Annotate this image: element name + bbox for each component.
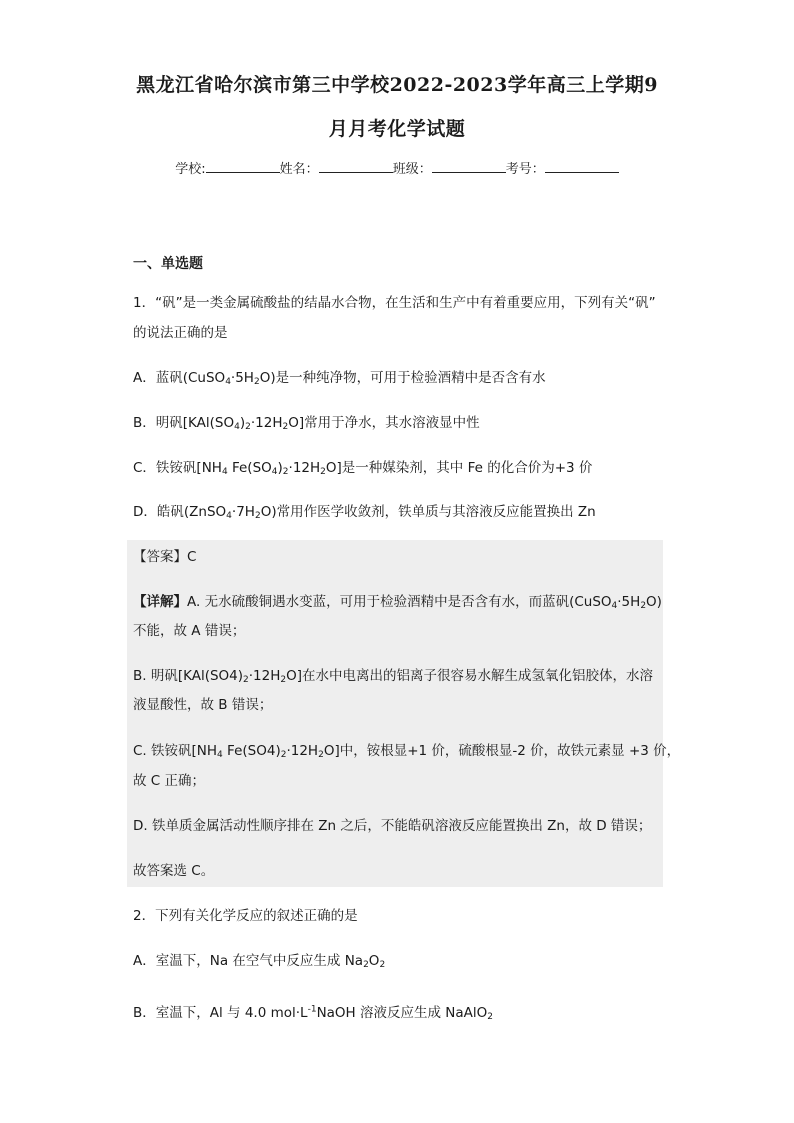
- q1-option-b: B．明矾$[KAl(SO_4)_2\cdot 12H_2O]$常用于净水，其水溶液显中性: [133, 415, 480, 432]
- q1-detail-c-line2: 故 C 正确；: [133, 773, 206, 789]
- q1-option-c: C．铁铵矾[$NH_4$ $Fe(SO_4)_2\cdot 12H_2O$]是一种媒染剂，其中 Fe 的化合价为+3 价: [133, 460, 593, 477]
- student-info-row: [0, 158, 794, 177]
- q1-stem-line2: 的说法正确的是: [133, 325, 228, 341]
- q1-detail-c-line1: C. 铁铵矾[$NH_4$ $Fe(SO4)_2\cdot 12H_2O$]中，铵根显+1 价，硫酸根显-2 价，故铁元素显 +3 价，: [133, 743, 681, 760]
- q1-detail-a-line1: 【详解】A. 无水硫酸铜遇水变蓝，可用于检验酒精中是否含有水，而蓝矾$(CuSO_4\cdot 5H_2O)$: [133, 594, 662, 611]
- q1-detail-a-line2: 不能，故 A 错误；: [133, 623, 246, 639]
- section-heading: 一、单选题: [133, 256, 203, 272]
- class-label: 班级：: [392, 162, 432, 177]
- q1-option-d: D．皓矾$(ZnSO_4\cdot 7H_2O)$常用作医学收敛剂，铁单质与其溶液反应能置换出 Zn: [133, 504, 596, 521]
- name-label: 姓名：: [279, 162, 319, 177]
- q1-detail-b-line1: B. 明矾$[KAl(SO4)_2\cdot 12H_2O]$在水中电离出的铝离子很容易水解生成氢氧化铝胶体，水溶: [133, 668, 654, 685]
- q1-stem-line1: 1．“矾”是一类金属硫酸盐的结晶水合物，在生活和生产中有着重要应用，下列有关“矾”: [133, 295, 656, 311]
- q2-stem: 2．下列有关化学反应的叙述正确的是: [133, 908, 358, 924]
- class-blank: [432, 160, 506, 173]
- q1-option-a: A．蓝矾$(CuSO_4\cdot 5H_2O)$是一种纯净物，可用于检验酒精中是否含有水: [133, 370, 546, 387]
- document-title-line1: 黑龙江省哈尔滨市第三中学校2022-2023学年高三上学期9: [136, 74, 658, 96]
- document-title-line2: 月月考化学试题: [328, 118, 466, 140]
- q2-option-b: B．室温下，Al 与 4.0 $mol\cdot L^{-1}NaOH$ 溶液反应生成 NaAlO$_2$: [133, 1004, 494, 1022]
- number-blank: [545, 160, 619, 173]
- q1-conclusion: 故答案选 C。: [133, 863, 215, 879]
- q1-detail-b-line2: 液显酸性，故 B 错误；: [133, 697, 273, 713]
- q2-option-a: A．室温下，Na 在空气中反应生成 $Na_2O_2$: [133, 953, 386, 970]
- q1-answer: 【答案】C: [133, 549, 197, 565]
- number-label: 考号：: [505, 162, 545, 177]
- school-label: 学校:: [175, 162, 206, 177]
- name-blank: [319, 160, 393, 173]
- school-blank: [206, 160, 280, 173]
- q1-detail-d: D. 铁单质金属活动性顺序排在 Zn 之后，不能皓矾溶液反应能置换出 Zn，故 D 错误；: [133, 818, 652, 834]
